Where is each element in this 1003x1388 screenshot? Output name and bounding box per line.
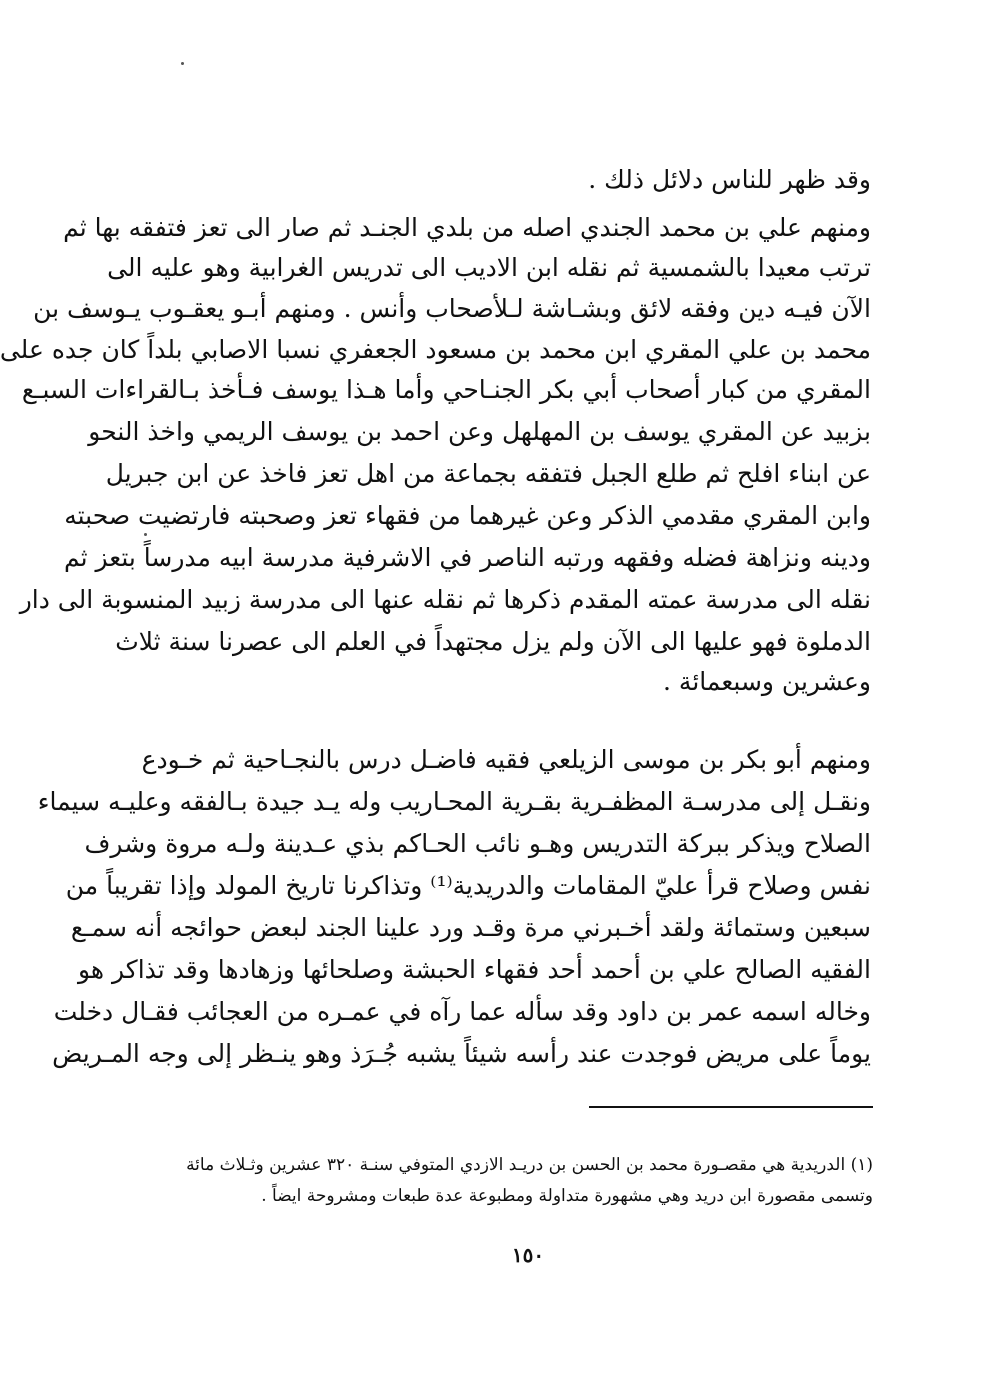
body-line: وعشرين وسبعمائة . xyxy=(663,667,871,696)
body-line: الفقيه الصالح علي بن أحمد أحد فقهاء الحبشة وصلحائها وزهادها وقد تذاكر هو xyxy=(77,955,871,984)
body-line: نقله الى مدرسة عمته المقدم ذكرها ثم نقله عنها الى مدرسة زبيد المنسوبة الى دار xyxy=(19,585,871,614)
scan-speck xyxy=(181,62,184,65)
footnote-line: وتسمى مقصورة ابن دريد وهي مشهورة متداولة ومطبوعة عدة طبعات ومشروحة ايضاً . xyxy=(261,1186,873,1206)
body-line: بزبيد عن المقري يوسف بن المهلهل وعن احمد بن يوسف الريمي واخذ النحو xyxy=(88,417,871,446)
body-line: الدملوة فهو عليها الى الآن ولم يزل مجتهداً في العلم الى عصرنا سنة ثلاث xyxy=(115,627,871,656)
body-line: ونقـل إلى مدرسـة المظفـرية بقـرية المحـاريب وله يـد جيدة بـالفقه وعليـه سيماء xyxy=(37,787,871,816)
body-line: يوماً على مريض فوجدت عند رأسه شيئاً يشبه جُـرَذ وهو ينـظر إلى وجه المـريض xyxy=(52,1039,871,1068)
body-line: وابن المقري مقدمي الذكر وعن غيرهما من فقهاء تعز وصحبته فارتضيت صحبته xyxy=(64,501,871,530)
body-line: ومنهم علي بن محمد الجندي اصله من بلدي الجنـد ثم صار الى تعز فتفقه بها ثم xyxy=(63,213,871,242)
body-line: ودينه ونزاهة فضله وفقهه ورتبه الناصر في الاشرفية مدرسة ابيه مدرساً بتعز ثم xyxy=(63,543,871,572)
body-line: سبعين وستمائة ولقد أخـبرني مرة وقـد ورد علينا الجند لبعض حوائجه أنه سمـع xyxy=(70,913,871,942)
body-line: ترتب معيدا بالشمسية ثم نقله ابن الاديب الى تدريس الغرابية وهو عليه الى xyxy=(107,253,871,282)
body-line: الصلاح ويذكر ببركة التدريس وهـو نائب الحـاكم بذي عـدينة ولـه مروة وشرف xyxy=(84,829,871,858)
footnote-divider xyxy=(589,1106,873,1108)
footnote-line: (١) الدريدية هي مقصـورة محمد بن الحسن بن دريـد الازدي المتوفي سنـة ٣٢٠ عشرين وثـلاث مائة xyxy=(186,1155,873,1175)
page-number: ١٥٠ xyxy=(511,1243,545,1267)
body-line: نفس وصلاح قرأ عليّ المقامات والدريدية⁽¹⁾ وتذاكرنا تاريخ المولد وإذا تقريباً من xyxy=(65,871,871,900)
body-line: محمد بن علي المقري ابن محمد بن مسعود الجعفري نسبا الاصابي بلداً كان جده على xyxy=(0,335,871,364)
body-line: المقري من كبار أصحاب أبي بكر الجنـاحي وأما هـذا يوسف فـأخذ بـالقراءات السبـع xyxy=(21,375,871,404)
body-line: وقد ظهر للناس دلائل ذلك . xyxy=(588,165,871,194)
body-line: وخاله اسمه عمر بن داود وقد سأله عما رآه في عمـره من العجائب فقـال دخلت xyxy=(53,997,871,1026)
body-line: عن ابناء افلح ثم طلع الجبل فتفقه بجماعة من اهل تعز فاخذ عن ابن جبريل xyxy=(105,459,871,488)
body-line: ومنهم أبو بكر بن موسى الزيلعي فقيه فاضـل درس بالنجـاحية ثم خـودع xyxy=(141,745,871,774)
body-line: الآن فيـه دين وفقه لائق وبشـاشة لـلأصحاب وأنس . ومنهم أبـو يعقـوب يـوسف بن xyxy=(33,294,871,323)
